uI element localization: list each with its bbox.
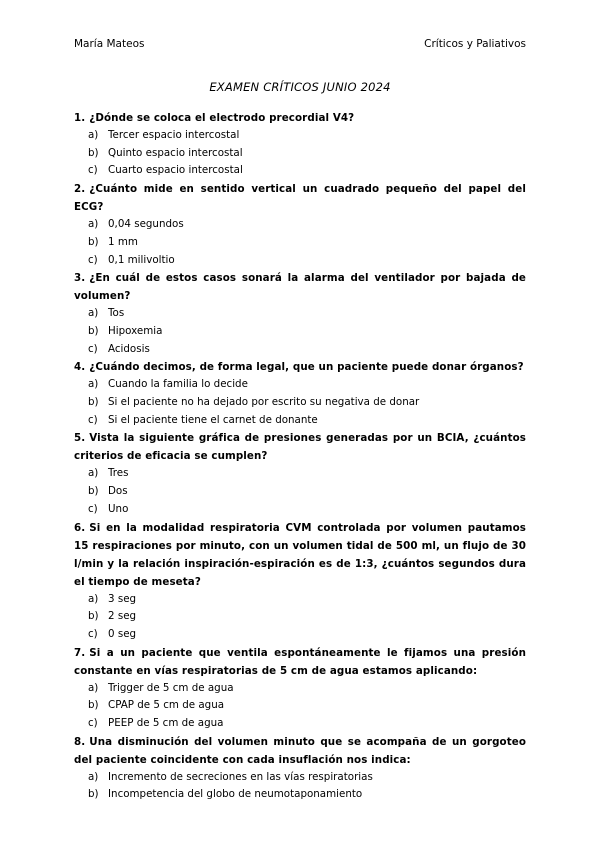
option-text: 1 mm	[108, 235, 138, 248]
option-letter: b)	[88, 235, 99, 248]
option-text: CPAP de 5 cm de agua	[108, 699, 225, 712]
option-text: 0 seg	[108, 627, 137, 640]
answer-option	[74, 697, 526, 715]
question-number: 8.	[74, 735, 86, 748]
question-text	[74, 519, 526, 591]
answer-option	[74, 483, 526, 501]
option-letter: b)	[88, 610, 99, 623]
question-text	[74, 429, 526, 465]
answer-option	[74, 252, 526, 270]
option-letter: a)	[88, 129, 99, 141]
question-statement: ¿En cuál de estos casos sonará la alarma del ventilador por bajada de volumen?	[74, 272, 526, 303]
option-text: Uno	[108, 502, 129, 515]
exam-title: EXAMEN CRÍTICOS JUNIO 2024	[209, 80, 391, 94]
author-name: María Mateos	[74, 38, 145, 50]
option-text: Incremento de secreciones en las vías respiratorias	[108, 770, 373, 783]
question-list	[74, 109, 526, 804]
answer-option	[74, 394, 526, 412]
option-letter: a)	[88, 378, 99, 391]
question-number: 5.	[74, 432, 86, 445]
option-text: 2 seg	[108, 610, 137, 623]
option-letter: b)	[88, 324, 99, 337]
option-text: Quinto espacio intercostal	[108, 146, 243, 159]
answer-option	[74, 769, 526, 787]
option-letter: a)	[88, 592, 99, 605]
option-letter: a)	[88, 307, 99, 320]
option-letter: c)	[88, 253, 98, 266]
question-number: 1.	[74, 112, 86, 124]
question-text	[74, 269, 526, 305]
page-header	[74, 38, 526, 54]
option-letter: c)	[88, 717, 98, 730]
option-letter: b)	[88, 788, 99, 801]
question-number: 6.	[74, 521, 86, 534]
option-text: Dos	[108, 485, 128, 498]
answer-option	[74, 376, 526, 394]
option-text: 3 seg	[108, 592, 137, 605]
question-6	[74, 519, 526, 644]
answer-option	[74, 145, 526, 163]
option-letter: c)	[88, 413, 98, 426]
option-letter: c)	[88, 342, 98, 355]
option-letter: b)	[88, 485, 99, 498]
question-number: 3.	[74, 272, 86, 285]
question-number: 7.	[74, 646, 86, 659]
option-text: Trigger de 5 cm de agua	[108, 681, 234, 694]
option-text: Cuando la familia lo decide	[108, 378, 248, 391]
question-7	[74, 644, 526, 733]
answer-option	[74, 715, 526, 733]
option-text: Tos	[108, 307, 125, 320]
answer-option	[74, 341, 526, 359]
option-text: Tercer espacio intercostal	[108, 129, 240, 141]
answer-option	[74, 786, 526, 804]
question-number: 4.	[74, 361, 86, 374]
option-letter: c)	[88, 502, 98, 515]
question-3	[74, 269, 526, 358]
answer-option	[74, 162, 526, 180]
question-statement: ¿Cuánto mide en sentido vertical un cuadrado pequeño del papel del ECG?	[74, 183, 526, 214]
question-statement: ¿Dónde se coloca el electrodo precordial V4?	[89, 112, 355, 124]
answer-option	[74, 680, 526, 698]
option-text: Si el paciente no ha dejado por escrito su negativa de donar	[108, 396, 420, 409]
answer-option	[74, 465, 526, 483]
option-letter: a)	[88, 218, 99, 231]
option-text: PEEP de 5 cm de agua	[108, 717, 224, 730]
option-letter: b)	[88, 699, 99, 712]
question-text	[74, 109, 526, 127]
option-text: Si el paciente tiene el carnet de donante	[108, 413, 318, 426]
option-text: 0,04 segundos	[108, 218, 184, 231]
question-statement: Una disminución del volumen minuto que se acompaña de un gorgoteo del paciente coincidente con cada insuflación nos indica:	[74, 735, 526, 766]
answer-option	[74, 127, 526, 145]
question-1	[74, 109, 526, 180]
question-8	[74, 733, 526, 804]
question-text	[74, 358, 526, 376]
answer-option	[74, 626, 526, 644]
option-text: Tres	[108, 467, 129, 480]
answer-option	[74, 216, 526, 234]
answer-option	[74, 234, 526, 252]
option-letter: a)	[88, 770, 99, 783]
option-letter: a)	[88, 467, 99, 480]
option-text: Incompetencia del globo de neumotaponamiento	[108, 788, 363, 801]
option-letter: a)	[88, 681, 99, 694]
option-letter: b)	[88, 396, 99, 409]
subject-name: Críticos y Paliativos	[424, 38, 526, 50]
option-text: Acidosis	[108, 342, 150, 355]
question-statement: Vista la siguiente gráfica de presiones generadas por un BCIA, ¿cuántos criterios de eficacia se cumplen?	[74, 432, 526, 463]
question-5	[74, 429, 526, 518]
answer-option	[74, 323, 526, 341]
answer-option	[74, 591, 526, 609]
question-statement: ¿Cuándo decimos, de forma legal, que un paciente puede donar órganos?	[89, 361, 524, 374]
answer-option	[74, 608, 526, 626]
question-statement: Si en la modalidad respiratoria CVM controlada por volumen pautamos 15 respiraciones por minuto, con un volumen tidal de 500 ml, un flujo de 30 l/min y la relación inspiración-espiración es de 1:3, ¿cuántos segundos dura el tiempo de meseta?	[74, 521, 526, 588]
option-letter: c)	[88, 627, 98, 640]
option-text: Hipoxemia	[108, 324, 163, 337]
option-text: Cuarto espacio intercostal	[108, 164, 243, 177]
option-letter: b)	[88, 146, 99, 159]
question-2	[74, 180, 526, 269]
question-text	[74, 180, 526, 216]
question-statement: Si a un paciente que ventila espontáneamente le fijamos una presión constante en vías respiratorias de 5 cm de agua estamos aplicando:	[74, 646, 526, 677]
answer-option	[74, 412, 526, 430]
question-number: 2.	[74, 183, 86, 196]
option-letter: c)	[88, 164, 98, 177]
question-4	[74, 358, 526, 429]
question-text	[74, 733, 526, 769]
option-text: 0,1 milivoltio	[108, 253, 175, 266]
answer-option	[74, 305, 526, 323]
answer-option	[74, 501, 526, 519]
question-text	[74, 644, 526, 680]
